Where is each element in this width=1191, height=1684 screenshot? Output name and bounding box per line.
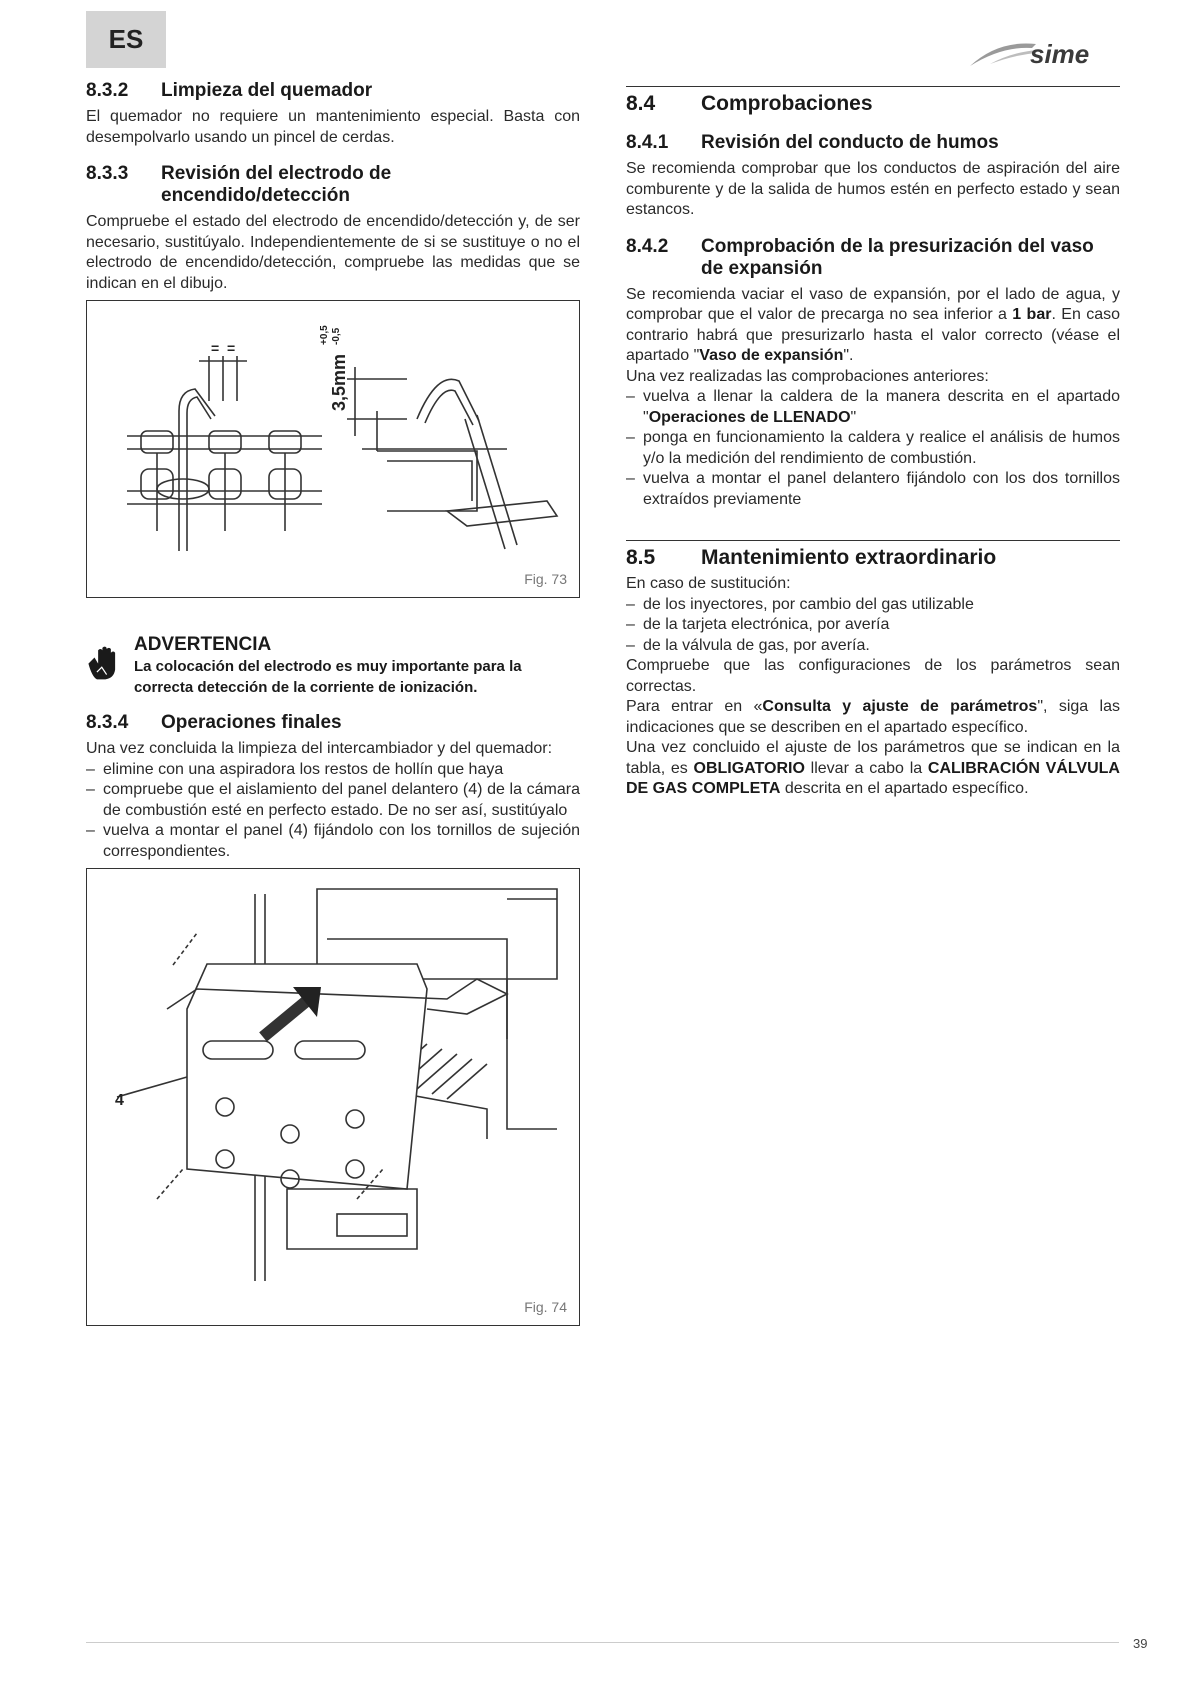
sime-logo [968, 30, 1118, 70]
final-operations-list [86, 760, 580, 863]
paragraph: En caso de sustitución: [626, 575, 791, 592]
replacement-list [626, 595, 1120, 657]
paragraph: Una vez realizadas las comprobaciones anteriores: [626, 367, 989, 385]
figure-label: Fig. 74 [524, 1299, 567, 1315]
paragraph: Una vez concluida la limpieza del intercambiador y del quemador: [86, 740, 553, 757]
warning-box [86, 634, 580, 698]
front-panel-diagram [87, 869, 579, 1325]
section-8-3-4 [86, 712, 580, 862]
section-8-3-2 [86, 80, 580, 148]
paragraph: El quemador no requiere un mantenimiento especial. Basta con desempolvarlo usando un pincel de cerdas. [86, 108, 580, 146]
heading-8-4-1: 8.4.1 Revisión del conducto de humos [626, 132, 999, 153]
list-item: – ponga en funcionamiento la caldera y realice el análisis de humos y/o la medición del rendimiento de combustión. [626, 428, 1120, 469]
page-number: 39 [1133, 1636, 1148, 1651]
section-8-3-3 [86, 163, 580, 294]
svg-text:=: = [211, 340, 220, 356]
electrode-diagram [87, 301, 579, 597]
heading-8-4: 8.4 Comprobaciones [626, 92, 873, 115]
paragraph: Para entrar en «Consulta y ajuste de parámetros", siga las indicaciones que se describen en el apartado específico. [626, 698, 1121, 736]
svg-text:3,5mm: 3,5mm [329, 353, 349, 411]
list-item: – de los inyectores, por cambio del gas utilizable [626, 595, 1120, 616]
language-tab: ES [86, 11, 166, 68]
heading-8-3-4: 8.3.4 Operaciones finales [86, 712, 342, 733]
list-item: – de la válvula de gas, por avería. [626, 636, 1120, 657]
svg-text:-0,5: -0,5 [331, 327, 342, 345]
checks-list [626, 387, 1120, 510]
list-item: – compruebe que el aislamiento del panel delantero (4) de la cámara de combustión esté en perfecto estado. De no ser así, sustitúyalo [86, 780, 580, 821]
heading-8-4-2: 8.4.2 Comprobación de la presurización del vaso de expansión [626, 235, 1094, 279]
figure-73 [86, 300, 580, 598]
paragraph: Compruebe que las configuraciones de los parámetros sean correctas. [626, 657, 1120, 695]
list-item: – vuelva a montar el panel (4) fijándolo con los tornillos de sujeción correspondientes. [86, 821, 580, 862]
section-8-5 [626, 540, 1120, 800]
list-item: – vuelva a montar el panel delantero fijándolo con los dos tornillos extraídos previamente [626, 469, 1120, 510]
svg-text:=: = [227, 340, 236, 356]
paragraph: Se recomienda vaciar el vaso de expansión, por el lado de agua, y comprobar que el valor de precarga no sea inferior a 1 bar. En caso contrario habrá que presurizarlo hasta el valor correcto (véase el apartado "Vaso de expansión". [626, 285, 1121, 364]
right-column [626, 80, 1120, 800]
figure-label: Fig. 73 [524, 571, 567, 587]
heading-8-3-3: 8.3.3 Revisión del electrodo de encendido/detección [86, 163, 392, 206]
heading-8-5: 8.5 Mantenimiento extraordinario [626, 546, 997, 569]
svg-text:4: 4 [115, 1092, 124, 1109]
warning-text: La colocación del electrodo es muy importante para la correcta detección de la corriente de ionización. [133, 658, 522, 696]
paragraph: Una vez concluido el ajuste de los parámetros que se indican en la tabla, es OBLIGATORIO llevar a cabo la CALIBRACIÓN VÁLVULA DE GAS COMPLETA descrita en el apartado específico. [626, 739, 1120, 797]
list-item: – elimine con una aspiradora los restos de hollín que haya [86, 760, 580, 781]
footer-divider [86, 1642, 1119, 1643]
warning-title: ADVERTENCIA [133, 634, 272, 655]
left-column [86, 80, 580, 1326]
svg-text:+0,5: +0,5 [319, 325, 330, 345]
section-8-4-2 [626, 236, 1120, 511]
paragraph: Se recomienda comprobar que los conductos de aspiración del aire comburente y de la salida de humos estén en perfecto estado y sean estancos. [626, 160, 1120, 218]
figure-74 [86, 868, 580, 1326]
section-8-4-1 [626, 132, 1120, 221]
hand-warning-icon [86, 634, 120, 692]
svg-text:sime: sime [1030, 39, 1090, 69]
list-item: – de la tarjeta electrónica, por avería [626, 615, 1120, 636]
heading-8-3-2: 8.3.2 Limpieza del quemador [86, 80, 373, 101]
list-item: – vuelva a llenar la caldera de la manera descrita en el apartado "Operaciones de LLENADO" [626, 387, 1120, 428]
paragraph: Compruebe el estado del electrodo de encendido/detección y, de ser necesario, sustitúyalo. Independientemente de si se sustituye o no el electrodo de encendido/detección, compruebe las medidas que se indican en el dibujo. [86, 213, 580, 292]
section-8-4 [626, 86, 1120, 116]
